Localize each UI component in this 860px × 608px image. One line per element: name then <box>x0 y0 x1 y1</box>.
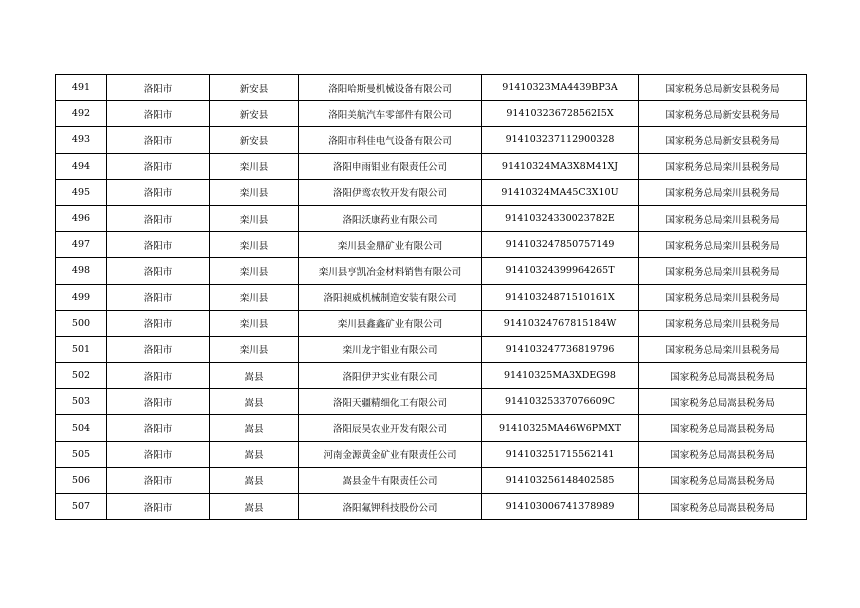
city-cell: 洛阳市 <box>107 441 210 467</box>
row-number-cell: 493 <box>56 127 107 153</box>
table-row <box>56 415 807 441</box>
credit-code-cell: 91410324767815184W <box>482 310 639 336</box>
table-row <box>56 101 807 127</box>
tax-bureau-cell: 国家税务总局嵩县税务局 <box>639 494 807 520</box>
city-cell: 洛阳市 <box>107 205 210 231</box>
table-row <box>56 336 807 362</box>
credit-code-cell: 91410325337076609C <box>482 389 639 415</box>
county-cell: 栾川县 <box>210 258 299 284</box>
city-cell: 洛阳市 <box>107 153 210 179</box>
city-cell: 洛阳市 <box>107 127 210 153</box>
table-row <box>56 363 807 389</box>
city-cell: 洛阳市 <box>107 363 210 389</box>
county-cell: 新安县 <box>210 101 299 127</box>
credit-code-cell: 914103247850757149 <box>482 232 639 258</box>
table-row <box>56 232 807 258</box>
county-cell: 嵩县 <box>210 467 299 493</box>
tax-bureau-cell: 国家税务总局新安县税务局 <box>639 101 807 127</box>
county-cell: 栾川县 <box>210 310 299 336</box>
county-cell: 栾川县 <box>210 153 299 179</box>
credit-code-cell: 914103006741378989 <box>482 494 639 520</box>
city-cell: 洛阳市 <box>107 336 210 362</box>
table-row <box>56 205 807 231</box>
row-number-cell: 501 <box>56 336 107 362</box>
row-number-cell: 504 <box>56 415 107 441</box>
credit-code-cell: 91410325MA3XDEG98 <box>482 363 639 389</box>
company-name-cell: 栾川龙宇钼业有限公司 <box>299 336 482 362</box>
tax-bureau-cell: 国家税务总局嵩县税务局 <box>639 467 807 493</box>
company-name-cell: 洛阳市科佳电气设备有限公司 <box>299 127 482 153</box>
credit-code-cell: 914103236728562I5X <box>482 101 639 127</box>
county-cell: 嵩县 <box>210 494 299 520</box>
county-cell: 栾川县 <box>210 205 299 231</box>
county-cell: 新安县 <box>210 75 299 101</box>
tax-bureau-cell: 国家税务总局嵩县税务局 <box>639 415 807 441</box>
row-number-cell: 494 <box>56 153 107 179</box>
table-row <box>56 441 807 467</box>
company-name-cell: 洛阳申雨钼业有限责任公司 <box>299 153 482 179</box>
taxpayer-table <box>55 74 807 520</box>
company-name-cell: 洛阳沃康药业有限公司 <box>299 205 482 231</box>
company-name-cell: 洛阳伊鸾农牧开发有限公司 <box>299 179 482 205</box>
tax-bureau-cell: 国家税务总局嵩县税务局 <box>639 441 807 467</box>
row-number-cell: 500 <box>56 310 107 336</box>
tax-bureau-cell: 国家税务总局栾川县税务局 <box>639 258 807 284</box>
city-cell: 洛阳市 <box>107 258 210 284</box>
credit-code-cell: 91410324MA45C3X10U <box>482 179 639 205</box>
city-cell: 洛阳市 <box>107 284 210 310</box>
tax-bureau-cell: 国家税务总局栾川县税务局 <box>639 336 807 362</box>
credit-code-cell: 914103251715562141 <box>482 441 639 467</box>
company-name-cell: 洛阳伊尹实业有限公司 <box>299 363 482 389</box>
row-number-cell: 503 <box>56 389 107 415</box>
row-number-cell: 498 <box>56 258 107 284</box>
credit-code-cell: 914103256148402585 <box>482 467 639 493</box>
row-number-cell: 506 <box>56 467 107 493</box>
row-number-cell: 495 <box>56 179 107 205</box>
row-number-cell: 491 <box>56 75 107 101</box>
credit-code-cell: 914103237112900328 <box>482 127 639 153</box>
tax-bureau-cell: 国家税务总局栾川县税务局 <box>639 310 807 336</box>
table-row <box>56 179 807 205</box>
company-name-cell: 洛阳美航汽车零部件有限公司 <box>299 101 482 127</box>
company-name-cell: 洛阳氟钾科技股份公司 <box>299 494 482 520</box>
credit-code-cell: 91410324871510161X <box>482 284 639 310</box>
company-name-cell: 河南金源黄金矿业有限责任公司 <box>299 441 482 467</box>
tax-bureau-cell: 国家税务总局嵩县税务局 <box>639 389 807 415</box>
credit-code-cell: 91410323MA4439BP3A <box>482 75 639 101</box>
county-cell: 嵩县 <box>210 363 299 389</box>
row-number-cell: 496 <box>56 205 107 231</box>
tax-bureau-cell: 国家税务总局新安县税务局 <box>639 75 807 101</box>
county-cell: 嵩县 <box>210 415 299 441</box>
city-cell: 洛阳市 <box>107 467 210 493</box>
county-cell: 栾川县 <box>210 284 299 310</box>
county-cell: 栾川县 <box>210 336 299 362</box>
tax-bureau-cell: 国家税务总局栾川县税务局 <box>639 205 807 231</box>
table-row <box>56 284 807 310</box>
tax-bureau-cell: 国家税务总局栾川县税务局 <box>639 179 807 205</box>
row-number-cell: 492 <box>56 101 107 127</box>
row-number-cell: 497 <box>56 232 107 258</box>
row-number-cell: 502 <box>56 363 107 389</box>
county-cell: 嵩县 <box>210 441 299 467</box>
tax-bureau-cell: 国家税务总局栾川县税务局 <box>639 232 807 258</box>
company-name-cell: 洛阳哈斯曼机械设备有限公司 <box>299 75 482 101</box>
tax-bureau-cell: 国家税务总局新安县税务局 <box>639 127 807 153</box>
city-cell: 洛阳市 <box>107 101 210 127</box>
company-name-cell: 栾川县亨凯冶金材料销售有限公司 <box>299 258 482 284</box>
credit-code-cell: 91410324330023782E <box>482 205 639 231</box>
company-name-cell: 栾川县金鼎矿业有限公司 <box>299 232 482 258</box>
city-cell: 洛阳市 <box>107 389 210 415</box>
tax-bureau-cell: 国家税务总局栾川县税务局 <box>639 284 807 310</box>
table-row <box>56 389 807 415</box>
table-row <box>56 258 807 284</box>
credit-code-cell: 91410325MA46W6PMXT <box>482 415 639 441</box>
company-name-cell: 洛阳辰昊农业开发有限公司 <box>299 415 482 441</box>
county-cell: 栾川县 <box>210 232 299 258</box>
row-number-cell: 507 <box>56 494 107 520</box>
city-cell: 洛阳市 <box>107 415 210 441</box>
company-name-cell: 栾川县鑫鑫矿业有限公司 <box>299 310 482 336</box>
county-cell: 嵩县 <box>210 389 299 415</box>
table-row <box>56 153 807 179</box>
city-cell: 洛阳市 <box>107 179 210 205</box>
company-name-cell: 嵩县金牛有限责任公司 <box>299 467 482 493</box>
table-row <box>56 75 807 101</box>
table-row <box>56 494 807 520</box>
table-body <box>56 75 807 520</box>
credit-code-cell: 91410324399964265T <box>482 258 639 284</box>
tax-bureau-cell: 国家税务总局栾川县税务局 <box>639 153 807 179</box>
city-cell: 洛阳市 <box>107 494 210 520</box>
tax-bureau-cell: 国家税务总局嵩县税务局 <box>639 363 807 389</box>
table-row <box>56 467 807 493</box>
row-number-cell: 505 <box>56 441 107 467</box>
city-cell: 洛阳市 <box>107 75 210 101</box>
city-cell: 洛阳市 <box>107 232 210 258</box>
table-row <box>56 127 807 153</box>
city-cell: 洛阳市 <box>107 310 210 336</box>
row-number-cell: 499 <box>56 284 107 310</box>
credit-code-cell: 914103247736819796 <box>482 336 639 362</box>
company-name-cell: 洛阳天疆精细化工有限公司 <box>299 389 482 415</box>
credit-code-cell: 91410324MA3X8M41XJ <box>482 153 639 179</box>
county-cell: 栾川县 <box>210 179 299 205</box>
table-row <box>56 310 807 336</box>
county-cell: 新安县 <box>210 127 299 153</box>
company-name-cell: 洛阳昶威机械制造安装有限公司 <box>299 284 482 310</box>
